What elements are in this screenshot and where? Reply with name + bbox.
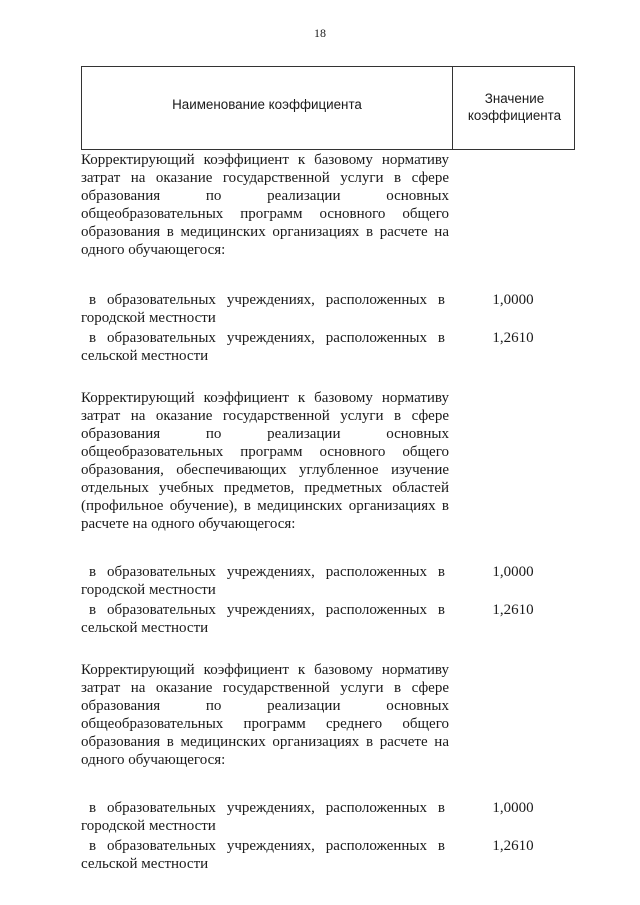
coefficient-section [81, 661, 575, 873]
row-value: 1,2610 [492, 602, 534, 618]
table-row [81, 837, 575, 873]
table-header [81, 66, 575, 150]
row-value: 1,0000 [492, 800, 534, 816]
header-value-line1: Значение [484, 91, 545, 106]
row-value: 1,2610 [492, 330, 534, 346]
row-value: 1,0000 [492, 564, 534, 580]
row-value: 1,0000 [492, 292, 534, 308]
header-value-line2: коэффициента [467, 108, 562, 123]
page-number: 18 [314, 26, 326, 40]
row-label: в образовательных учреждениях, расположенных в городской местности [81, 564, 445, 598]
coefficients-table [81, 66, 575, 873]
row-value: 1,2610 [492, 838, 534, 854]
table-row [81, 601, 575, 637]
table-row [81, 563, 575, 599]
table-row [81, 291, 575, 327]
row-label: в образовательных учреждениях, расположенных в сельской местности [81, 330, 445, 364]
row-label: в образовательных учреждениях, расположенных в городской местности [81, 292, 445, 326]
table-body [81, 151, 575, 873]
section-description: Корректирующий коэффициент к базовому нормативу затрат на оказание государственной услуги в сфере образования по реализации основных общеобразовательных программ основного общего образования, обеспечивающих углубленное изучение отдельных учебных предметов, предметных областей (профильное обучение), в медицинских организациях в расчете на одного обучающегося: [81, 390, 449, 532]
table-row [81, 329, 575, 365]
row-label: в образовательных учреждениях, расположенных в сельской местности [81, 838, 445, 872]
header-value [453, 90, 576, 124]
section-description: Корректирующий коэффициент к базовому нормативу затрат на оказание государственной услуги в сфере образования по реализации основных общеобразовательных программ среднего общего образования в медицинских организациях в расчете на одного обучающегося: [81, 662, 449, 768]
section-description: Корректирующий коэффициент к базовому нормативу затрат на оказание государственной услуги в сфере образования по реализации основных общеобразовательных программ основного общего образования в медицинских организациях в расчете на одного обучающегося: [81, 152, 449, 258]
coefficient-section [81, 151, 575, 365]
row-label: в образовательных учреждениях, расположенных в сельской местности [81, 602, 445, 636]
header-name: Наименование коэффициента [172, 97, 362, 112]
coefficient-section [81, 389, 575, 637]
row-label: в образовательных учреждениях, расположенных в городской местности [81, 800, 445, 834]
table-row [81, 799, 575, 835]
